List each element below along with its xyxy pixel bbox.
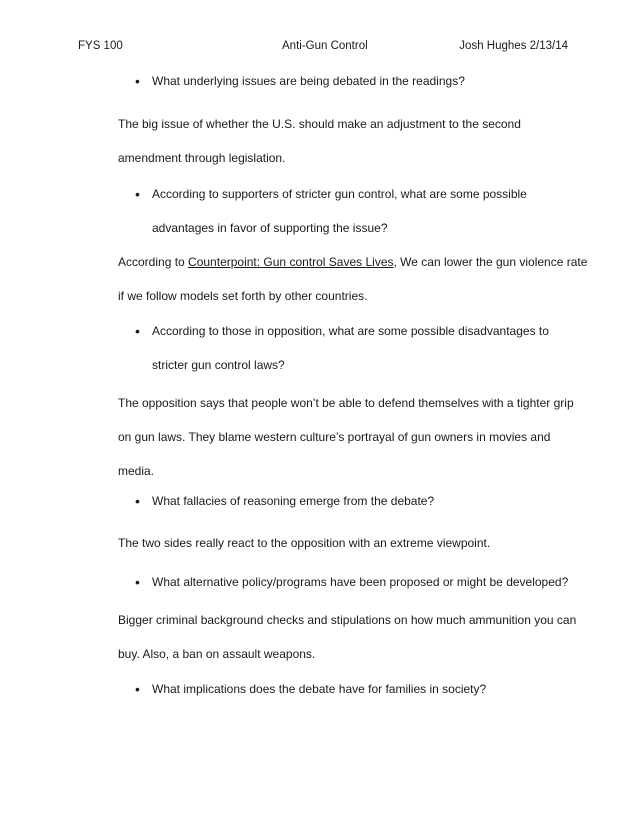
answer-prefix: According to — [118, 255, 189, 269]
answer-line: if we follow models set forth by other countries. — [118, 289, 368, 303]
answer-4 — [118, 526, 490, 560]
bullet-question-2 — [135, 177, 527, 245]
answer-line: media. — [118, 464, 155, 478]
bullet-icon: • — [135, 493, 140, 509]
question-text: According to those in opposition, what are some possible disadvantages to — [152, 324, 549, 338]
answer-line — [118, 245, 587, 279]
answer-5 — [118, 603, 576, 671]
answer-line: The two sides really react to the opposition with an extreme viewpoint. — [118, 536, 491, 550]
header-course: FYS 100 — [78, 40, 123, 52]
answer-3 — [118, 386, 574, 488]
answer-line: buy. Also, a ban on assault weapons. — [118, 647, 316, 661]
bullet-question-3 — [135, 314, 549, 382]
answer-line: amendment through legislation. — [118, 151, 286, 165]
answer-line: Bigger criminal background checks and stipulations on how much ammunition you can — [118, 613, 577, 627]
question-text: What fallacies of reasoning emerge from the debate? — [152, 494, 435, 508]
bullet-question-4 — [135, 484, 435, 518]
question-text: advantages in favor of supporting the issue? — [152, 221, 388, 235]
header-author-date: Josh Hughes 2/13/14 — [459, 40, 568, 52]
answer-line: on gun laws. They blame western culture’s portrayal of gun owners in movies and — [118, 430, 551, 444]
page-header — [0, 38, 638, 54]
bullet-icon: • — [135, 681, 140, 697]
question-text: What underlying issues are being debated in the readings? — [152, 74, 465, 88]
question-text: stricter gun control laws? — [152, 358, 285, 372]
header-title: Anti-Gun Control — [282, 40, 368, 52]
question-text: According to supporters of stricter gun control, what are some possible — [152, 187, 527, 201]
bullet-question-1 — [135, 64, 465, 98]
bullet-icon: • — [135, 323, 140, 339]
question-text: What alternative policy/programs have been proposed or might be developed? — [152, 575, 569, 589]
answer-suffix: , We can lower the gun violence rate — [393, 255, 588, 269]
bullet-question-5 — [135, 565, 569, 599]
answer-2 — [118, 245, 587, 313]
bullet-question-6 — [135, 672, 487, 706]
answer-line: The big issue of whether the U.S. should make an adjustment to the second — [118, 117, 521, 131]
bullet-icon: • — [135, 186, 140, 202]
answer-1 — [118, 107, 521, 175]
answer-line: The opposition says that people won’t be able to defend themselves with a tighter grip — [118, 396, 574, 410]
bullet-icon: • — [135, 574, 140, 590]
question-text: What implications does the debate have for families in society? — [152, 682, 487, 696]
source-title: Counterpoint: Gun control Saves Lives — [188, 255, 394, 269]
bullet-icon: • — [135, 73, 140, 89]
